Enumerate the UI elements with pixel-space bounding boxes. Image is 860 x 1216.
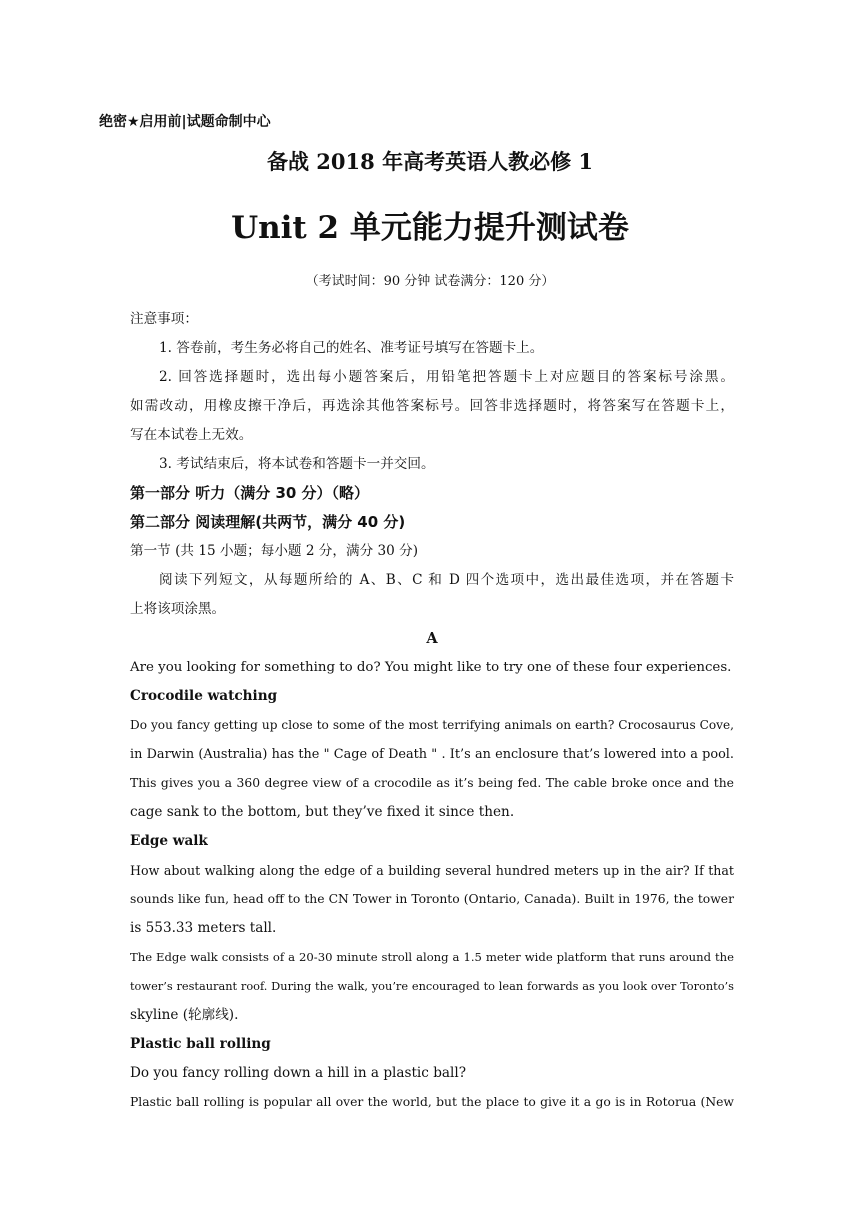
notes-heading: 注意事项： — [130, 311, 198, 327]
part-2-heading: 第二部分 阅读理解(共两节，满分 40 分) — [130, 513, 406, 531]
crocodile-line-4: cage sank to the bottom, but they’ve fixed it since then. — [130, 804, 515, 820]
passage-label: A — [426, 630, 438, 647]
secret-label: 绝密★启用前|试题命制中心 — [99, 114, 271, 130]
edge-line-5: tower’s restaurant roof. During the walk, you’re encouraged to lean forwards as you look over Toronto’s — [130, 979, 734, 993]
crocodile-line-2: in Darwin (Australia) has the " Cage of Death " . It’s an enclosure that’s lowered into a pool. — [130, 747, 734, 762]
crocodile-line-3: This gives you a 360 degree view of a crocodile as it’s being fed. The cable broke once and the — [130, 776, 734, 790]
exam-subtitle: 备战 2018 年高考英语人教必修 1 — [267, 149, 593, 174]
section-1-heading: 第一节 (共 15 小题；每小题 2 分，满分 30 分) — [130, 543, 419, 559]
plastic-line-2: Plastic ball rolling is popular all over the world, but the place to give it a go is in Rotorua (New — [130, 1095, 734, 1109]
instruction-line-1: 阅读下列短文，从每题所给的 A、B、C 和 D 四个选项中，选出最佳选项，并在答题卡 — [159, 572, 734, 588]
notes-item-2-line-3: 写在本试卷上无效。 — [130, 427, 253, 443]
edge-line-3: is 553.33 meters tall. — [130, 920, 277, 936]
edge-line-4: The Edge walk consists of a 20-30 minute stroll along a 1.5 meter wide platform that runs around the — [130, 950, 734, 964]
notes-item-3: 3. 考试结束后，将本试卷和答题卡一并交回。 — [159, 456, 435, 472]
edge-line-2: sounds like fun, head off to the CN Tower in Toronto (Ontario, Canada). Built in 1976, the tower — [130, 892, 734, 906]
edge-heading: Edge walk — [130, 833, 208, 849]
notes-item-1: 1. 答卷前，考生务必将自己的姓名、准考证号填写在答题卡上。 — [159, 340, 544, 356]
notes-item-2-line-1: 2. 回答选择题时，选出每小题答案后，用铅笔把答题卡上对应题目的答案标号涂黑。 — [159, 369, 734, 385]
document-body — [130, 305, 734, 1117]
plastic-line-1: Do you fancy rolling down a hill in a plastic ball? — [130, 1065, 467, 1081]
instruction-line-2: 上将该项涂黑。 — [130, 601, 226, 617]
notes-item-2-line-2: 如需改动，用橡皮擦干净后，再选涂其他答案标号。回答非选择题时，将答案写在答题卡上， — [130, 398, 734, 414]
crocodile-heading: Crocodile watching — [130, 688, 278, 704]
passage-intro: Are you looking for something to do? You might like to try one of these four experiences. — [130, 660, 732, 675]
exam-title: Unit 2 单元能力提升测试卷 — [231, 210, 629, 246]
crocodile-line-1: Do you fancy getting up close to some of the most terrifying animals on earth? Crocosaurus Cove, — [130, 718, 734, 732]
part-1-heading: 第一部分 听力（满分 30 分）（略） — [130, 484, 370, 502]
exam-info: （考试时间：90 分钟 试卷满分：120 分） — [305, 274, 555, 289]
edge-line-6: skyline (轮廓线). — [130, 1007, 239, 1023]
edge-line-1: How about walking along the edge of a building several hundred meters up in the air? If that — [130, 863, 734, 878]
plastic-heading: Plastic ball rolling — [130, 1036, 271, 1052]
